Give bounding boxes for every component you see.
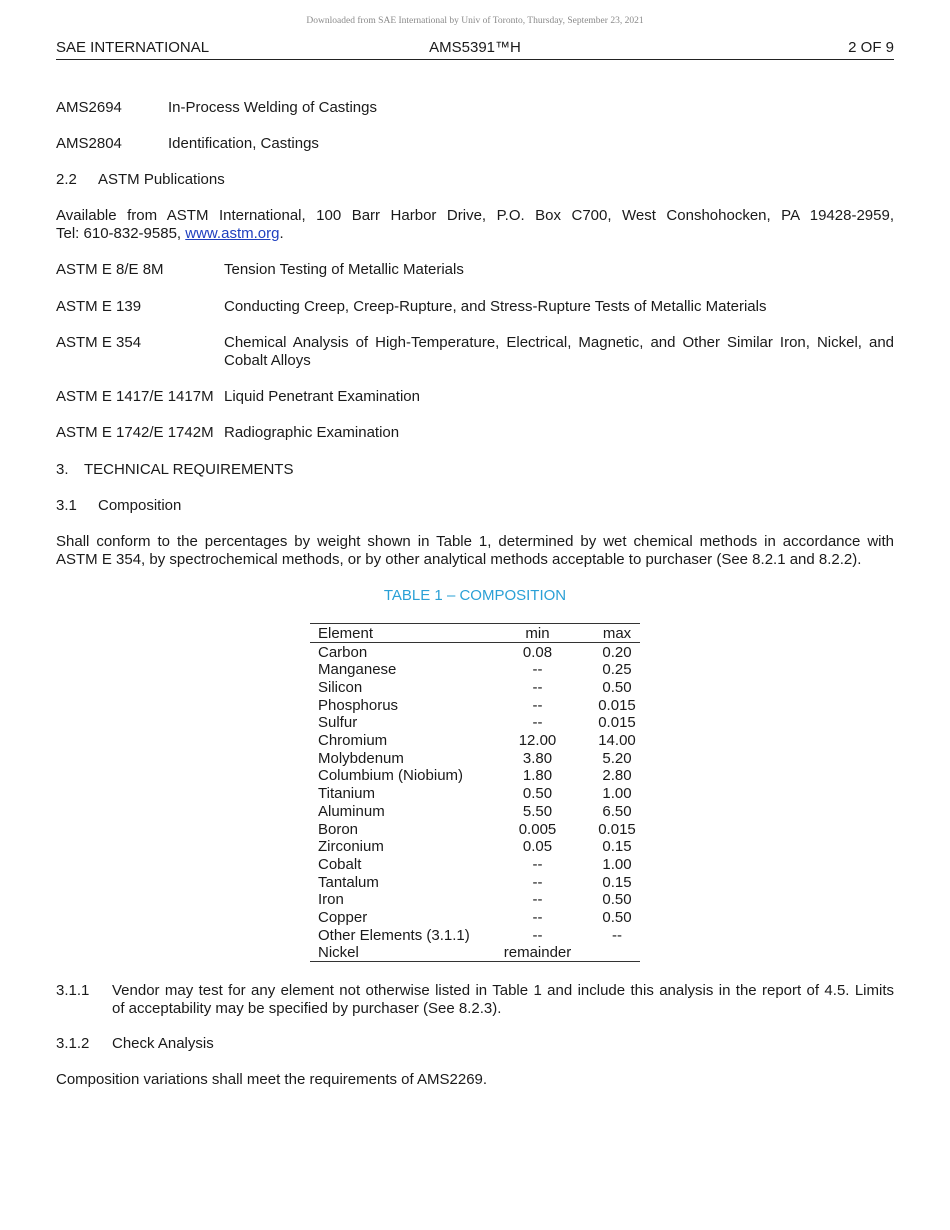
column-header-element: Element [318, 625, 374, 642]
reference-code: ASTM E 354 [56, 334, 142, 351]
reference-code: AMS2804 [56, 135, 122, 152]
column-header-min: min [525, 625, 550, 642]
cell-min: 0.08 [522, 643, 553, 661]
reference-astm-e139 [56, 298, 766, 316]
section-3-1-2-heading [56, 1035, 214, 1053]
column-header-max: max [602, 625, 632, 642]
reference-title: Liquid Penetrant Examination [224, 388, 420, 405]
cell-max: 0.15 [602, 838, 632, 856]
section-3-1-1-line1: Vendor may test for any element not otherwise listed in Table 1 and include this analysis in the report of 4.5. Limits [112, 982, 894, 999]
table-row [310, 767, 640, 785]
table-row [310, 927, 640, 945]
cell-max: 0.15 [602, 873, 632, 891]
cell-element: Other Elements (3.1.1) [318, 926, 470, 944]
cell-max: 1.00 [602, 855, 632, 873]
cell-max: 5.20 [602, 749, 632, 767]
cell-min: 0.05 [522, 838, 553, 856]
cell-max: 0.50 [602, 678, 632, 696]
section-2-2-heading [56, 171, 225, 189]
cell-max: 6.50 [602, 802, 632, 820]
cell-max: 0.015 [598, 714, 636, 732]
reference-astm-e1742 [56, 424, 399, 442]
table-top-rule [310, 623, 640, 624]
section-number: 3.1.2 [56, 1035, 90, 1052]
cell-min: -- [532, 678, 543, 696]
section-number: 3.1 [56, 497, 77, 514]
composition-text-line2: ASTM E 354, by spectrochemical methods, or by other analytical methods acceptable to purchaser (See 8.2.1 and 8.2.2). [56, 551, 862, 568]
cell-min: -- [532, 855, 543, 873]
section-3-heading [56, 461, 293, 479]
reference-title-line2: Cobalt Alloys [224, 352, 311, 369]
cell-min: -- [532, 926, 543, 944]
section-3-1-1-line2: of acceptability may be specified by purchaser (See 8.2.3). [112, 1000, 502, 1017]
cell-element: Chromium [318, 732, 388, 749]
section-number: 3. [56, 461, 69, 478]
table-row [310, 750, 640, 768]
section-title: Composition [98, 497, 182, 514]
cell-min: 0.50 [522, 785, 553, 803]
header-page-number: 2 OF 9 [848, 39, 894, 56]
reference-code: ASTM E 139 [56, 298, 142, 315]
cell-element: Iron [318, 891, 344, 909]
cell-element: Aluminum [318, 802, 385, 820]
header-publisher: SAE INTERNATIONAL [56, 39, 210, 56]
cell-min: 5.50 [522, 802, 553, 820]
astm-website-link[interactable]: www.astm.org [185, 225, 280, 242]
cell-max: 0.50 [602, 909, 632, 926]
reference-code: ASTM E 8/E 8M [56, 261, 164, 278]
cell-max: 14.00 [598, 732, 636, 749]
reference-code: ASTM E 1742/E 1742M [56, 424, 214, 441]
table-row [310, 679, 640, 697]
cell-min: -- [532, 696, 543, 714]
astm-availability-line1: Available from ASTM International, 100 Barr Harbor Drive, P.O. Box C700, West Conshohocken, PA 19428-2959, [56, 207, 894, 224]
punctuation: . [279, 225, 284, 242]
header-document-number: AMS5391™H [429, 39, 521, 56]
cell-min: -- [532, 873, 543, 891]
table-row [310, 732, 640, 750]
table-row [310, 714, 640, 732]
section-3-1-heading [56, 497, 181, 515]
cell-element: Titanium [318, 785, 375, 803]
cell-max: 0.50 [602, 891, 632, 909]
cell-min: -- [532, 891, 543, 909]
section-title: ASTM Publications [98, 171, 225, 188]
astm-phone: Tel: 610-832-9585, [56, 225, 186, 242]
reference-ams2694 [56, 99, 377, 117]
cell-element: Tantalum [318, 873, 379, 891]
table-row [310, 644, 640, 662]
table-bottom-rule [310, 961, 640, 962]
table-row [310, 697, 640, 715]
download-watermark: Downloaded from SAE International by Univ of Toronto, Thursday, September 23, 2021 [306, 16, 644, 26]
cell-element: Cobalt [318, 855, 362, 873]
cell-min: 12.00 [518, 732, 557, 749]
section-number: 2.2 [56, 171, 77, 188]
cell-min: -- [532, 714, 543, 732]
table-row [310, 821, 640, 839]
reference-astm-e354 [56, 334, 894, 370]
cell-element: Boron [318, 820, 359, 838]
cell-max: 0.015 [598, 696, 636, 714]
cell-max: -- [612, 926, 622, 944]
cell-element: Copper [318, 909, 368, 926]
cell-element: Zirconium [318, 838, 384, 856]
cell-element: Molybdenum [318, 749, 404, 767]
table-row [310, 803, 640, 821]
cell-min: 3.80 [522, 749, 553, 767]
reference-ams2804 [56, 135, 319, 153]
cell-element: Phosphorus [318, 696, 399, 714]
section-title: TECHNICAL REQUIREMENTS [84, 461, 294, 478]
cell-max: 2.80 [602, 767, 632, 785]
cell-max: 0.25 [602, 661, 632, 679]
table-header-row [310, 625, 640, 643]
reference-astm-e1417 [56, 388, 420, 406]
section-number: 3.1.1 [56, 982, 90, 999]
cell-min: -- [532, 661, 543, 679]
reference-title: Radiographic Examination [224, 424, 400, 441]
reference-title: Tension Testing of Metallic Materials [224, 261, 464, 278]
reference-title-line1: Chemical Analysis of High-Temperature, Electrical, Magnetic, and Other Similar Iron, Nickel, and [224, 334, 894, 351]
table-row [310, 661, 640, 679]
reference-code: ASTM E 1417/E 1417M [56, 388, 214, 405]
cell-element: Sulfur [318, 714, 358, 732]
table-row [310, 944, 640, 962]
check-analysis-text: Composition variations shall meet the requirements of AMS2269. [56, 1071, 488, 1088]
table-row [310, 874, 640, 892]
reference-title: Identification, Castings [168, 135, 319, 152]
cell-min: -- [532, 909, 543, 926]
cell-max: 0.20 [602, 643, 632, 661]
reference-code: AMS2694 [56, 99, 122, 116]
composition-text-line1: Shall conform to the percentages by weight shown in Table 1, determined by wet chemical methods in accordance with [56, 533, 894, 550]
table-row [310, 856, 640, 874]
cell-element: Silicon [318, 678, 363, 696]
cell-element: Manganese [318, 661, 397, 679]
table-row [310, 785, 640, 803]
table-row [310, 838, 640, 856]
header-rule [56, 59, 894, 60]
cell-min: remainder [503, 944, 572, 962]
cell-element: Carbon [318, 643, 368, 661]
reference-title: In-Process Welding of Castings [168, 99, 377, 116]
table-title: TABLE 1 – COMPOSITION [383, 587, 567, 604]
astm-availability-line2 [56, 225, 284, 243]
reference-title: Conducting Creep, Creep-Rupture, and Stress-Rupture Tests of Metallic Materials [224, 298, 767, 315]
section-title: Check Analysis [112, 1035, 214, 1052]
cell-min: 0.005 [518, 820, 557, 838]
table-row [310, 909, 640, 927]
cell-element: Columbium (Niobium) [318, 767, 464, 785]
cell-min: 1.80 [522, 767, 553, 785]
table-row [310, 891, 640, 909]
cell-max: 0.015 [598, 820, 636, 838]
reference-astm-e8 [56, 261, 464, 279]
cell-element: Nickel [318, 944, 359, 962]
cell-max: 1.00 [602, 785, 632, 803]
section-3-1-1 [56, 982, 894, 1018]
